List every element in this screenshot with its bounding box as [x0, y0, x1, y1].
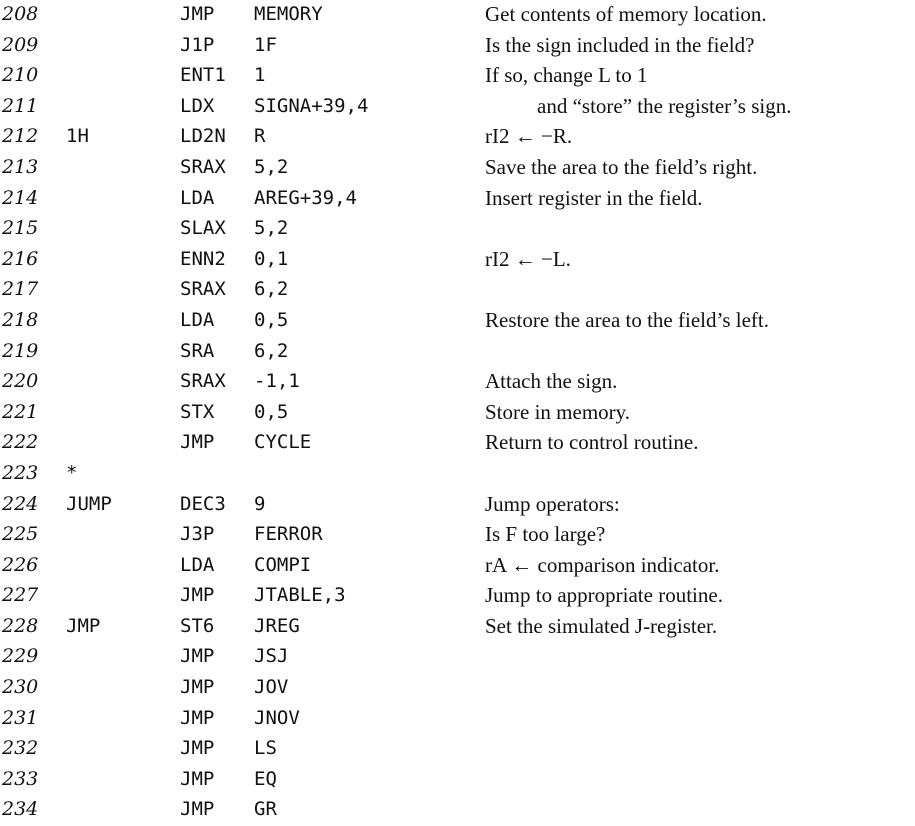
- line-address: 5,2: [254, 155, 289, 178]
- listing-line: [0, 490, 915, 521]
- line-number: 225: [2, 523, 39, 546]
- listing-line: [0, 0, 915, 31]
- line-opcode: JMP: [180, 737, 215, 760]
- line-number: 231: [2, 706, 39, 729]
- line-opcode: J1P: [180, 33, 215, 56]
- line-label: JUMP: [66, 492, 112, 515]
- line-address: LS: [254, 737, 277, 760]
- line-opcode: JMP: [180, 645, 215, 668]
- line-number: 209: [2, 33, 39, 56]
- line-opcode: ENN2: [180, 247, 226, 270]
- line-address: GR: [254, 798, 277, 821]
- line-address: R: [254, 125, 266, 148]
- line-opcode: JMP: [180, 706, 215, 729]
- line-opcode: LDA: [180, 553, 215, 576]
- line-address: 0,5: [254, 400, 289, 423]
- line-number: 234: [2, 798, 39, 821]
- listing-line: [0, 153, 915, 184]
- line-opcode: STX: [180, 400, 215, 423]
- line-address: JSJ: [254, 645, 289, 668]
- line-comment: Get contents of memory location.: [485, 2, 767, 26]
- line-opcode: SRAX: [180, 370, 226, 393]
- line-opcode: ST6: [180, 614, 215, 637]
- line-comment: rI2 ← −L.: [485, 246, 571, 271]
- line-number: 211: [2, 94, 39, 117]
- line-label: 1H: [66, 125, 89, 148]
- line-comment: Jump to appropriate routine.: [485, 583, 723, 608]
- line-address: COMPI: [254, 553, 312, 576]
- line-opcode: JMP: [180, 584, 215, 607]
- line-opcode: ENT1: [180, 64, 226, 87]
- line-opcode: JMP: [180, 767, 215, 790]
- line-address: 0,5: [254, 308, 289, 331]
- line-comment: Jump operators:: [485, 491, 620, 516]
- listing-line: [0, 765, 915, 796]
- line-comment: Is F too large?: [485, 522, 606, 547]
- line-number: 219: [2, 339, 39, 362]
- line-address: 5,2: [254, 217, 289, 240]
- line-comment: Restore the area to the field’s left.: [485, 307, 769, 332]
- listing-line: [0, 367, 915, 398]
- line-address: JTABLE,3: [254, 584, 346, 607]
- line-number: 208: [2, 3, 39, 25]
- line-comment: Store in memory.: [485, 399, 631, 424]
- line-opcode: JMP: [180, 676, 215, 699]
- listing-line: [0, 581, 915, 612]
- line-opcode: LDX: [180, 94, 215, 117]
- line-opcode: JMP: [180, 798, 215, 821]
- line-address: JOV: [254, 676, 289, 699]
- line-opcode: LD2N: [180, 125, 226, 148]
- listing-line: [0, 245, 915, 276]
- line-comment: Set the simulated J-register.: [485, 613, 718, 638]
- line-number: 228: [2, 614, 39, 637]
- line-opcode: SRA: [180, 339, 215, 362]
- line-address: 0,1: [254, 247, 289, 270]
- listing-line: [0, 306, 915, 337]
- listing-line: [0, 795, 915, 826]
- listing-line: [0, 612, 915, 643]
- listing-line: [0, 551, 915, 582]
- line-address: CYCLE: [254, 431, 312, 454]
- line-opcode: JMP: [180, 3, 215, 25]
- listing-line: [0, 428, 915, 459]
- line-comment: Return to control routine.: [485, 430, 699, 455]
- listing-line: [0, 459, 915, 490]
- line-number: 212: [2, 125, 39, 148]
- line-opcode: J3P: [180, 523, 215, 546]
- line-label: *: [66, 461, 78, 484]
- line-opcode: DEC3: [180, 492, 226, 515]
- listing-line: [0, 92, 915, 123]
- line-label: JMP: [66, 614, 101, 637]
- line-comment: rI2 ← −R.: [485, 124, 573, 149]
- line-address: FERROR: [254, 523, 323, 546]
- listing-line: [0, 61, 915, 92]
- line-opcode: LDA: [180, 186, 215, 209]
- listing-line: [0, 398, 915, 429]
- line-address: 6,2: [254, 278, 289, 301]
- line-number: 218: [2, 308, 39, 331]
- line-address: 1: [254, 64, 266, 87]
- listing-line: [0, 122, 915, 153]
- line-number: 227: [2, 584, 39, 607]
- line-number: 223: [2, 461, 39, 484]
- line-number: 221: [2, 400, 39, 423]
- line-number: 213: [2, 155, 39, 178]
- listing-line: [0, 184, 915, 215]
- line-number: 232: [2, 737, 39, 760]
- line-number: 210: [2, 64, 39, 87]
- line-address: JNOV: [254, 706, 300, 729]
- line-number: 233: [2, 767, 39, 790]
- line-number: 215: [2, 217, 39, 240]
- line-comment: Insert register in the field.: [485, 185, 703, 210]
- line-number: 216: [2, 247, 39, 270]
- line-number: 224: [2, 492, 39, 515]
- line-comment: and “store” the register’s sign.: [537, 93, 792, 118]
- line-address: 1F: [254, 33, 277, 56]
- line-comment: If so, change L to 1: [485, 63, 648, 88]
- line-address: SIGNA+39,4: [254, 94, 369, 117]
- listing-line: [0, 31, 915, 62]
- line-address: 6,2: [254, 339, 289, 362]
- line-number: 230: [2, 676, 39, 699]
- line-opcode: JMP: [180, 431, 215, 454]
- listing-line: [0, 704, 915, 735]
- line-number: 222: [2, 431, 39, 454]
- line-opcode: SLAX: [180, 217, 226, 240]
- listing-line: [0, 734, 915, 765]
- listing-line: [0, 673, 915, 704]
- listing-line: [0, 275, 915, 306]
- line-address: MEMORY: [254, 3, 323, 25]
- line-opcode: SRAX: [180, 278, 226, 301]
- line-comment: rA ← comparison indicator.: [485, 552, 720, 577]
- line-comment: Attach the sign.: [485, 369, 618, 394]
- line-address: AREG+39,4: [254, 186, 357, 209]
- line-number: 214: [2, 186, 39, 209]
- line-number: 229: [2, 645, 39, 668]
- line-address: JREG: [254, 614, 300, 637]
- line-opcode: SRAX: [180, 155, 226, 178]
- line-comment: Save the area to the field’s right.: [485, 154, 758, 179]
- line-address: 9: [254, 492, 266, 515]
- line-number: 220: [2, 370, 39, 393]
- listing-line: [0, 642, 915, 673]
- line-number: 217: [2, 278, 39, 301]
- line-comment: Is the sign included in the field?: [485, 32, 755, 57]
- line-opcode: LDA: [180, 308, 215, 331]
- listing-line: [0, 520, 915, 551]
- listing-line: [0, 337, 915, 368]
- line-number: 226: [2, 553, 39, 576]
- line-address: EQ: [254, 767, 277, 790]
- line-address: -1,1: [254, 370, 300, 393]
- listing-line: [0, 214, 915, 245]
